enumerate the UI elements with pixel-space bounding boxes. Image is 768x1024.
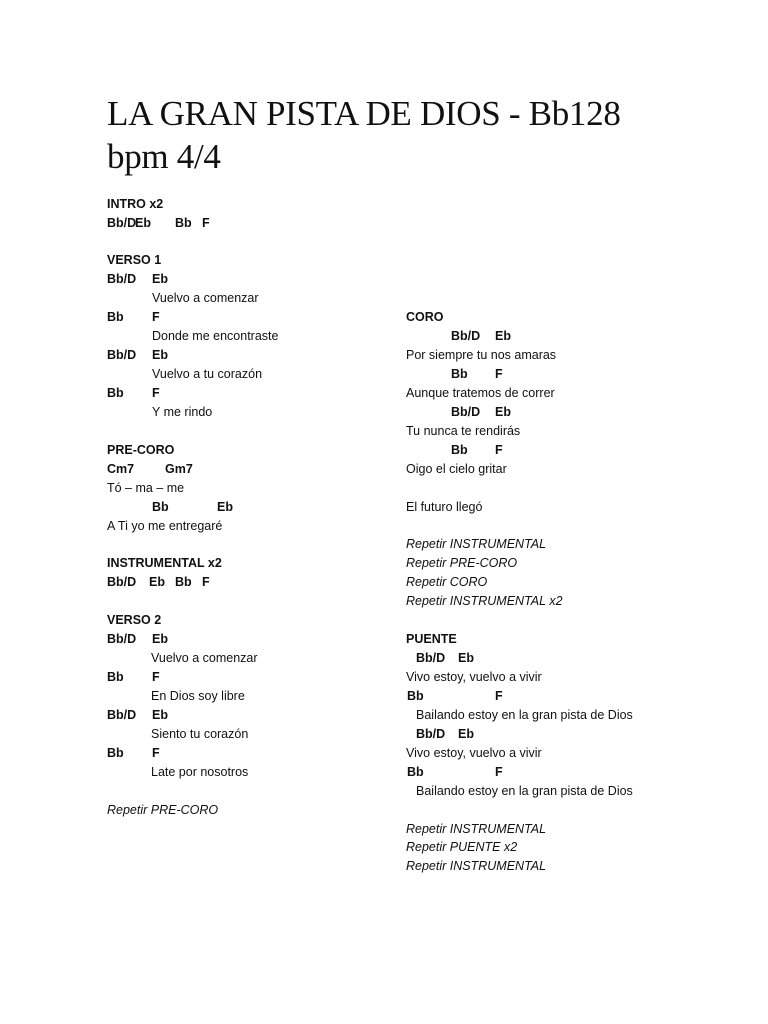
repeat-note: Repetir INSTRUMENTAL x2 (406, 594, 563, 608)
section-heading: INSTRUMENTAL x2 (107, 556, 222, 570)
lyric-line: Siento tu corazón (151, 727, 249, 741)
section-heading: VERSO 2 (107, 613, 162, 627)
chord: F (152, 310, 160, 324)
chord: Eb (152, 632, 168, 646)
chord: Bb/D (416, 727, 446, 741)
section-heading: INTRO x2 (107, 197, 164, 211)
chord: Bb (107, 746, 124, 760)
repeat-note: Repetir CORO (406, 575, 488, 589)
repeat-note: Repetir PRE-CORO (107, 803, 219, 817)
repeat-note: Repetir PRE-CORO (406, 556, 518, 570)
chord: F (495, 765, 503, 779)
chord: Bb/D (107, 575, 137, 589)
chord: Eb (217, 500, 233, 514)
lyric-line: Vuelvo a comenzar (152, 291, 259, 305)
lyric-line: Late por nosotros (151, 765, 249, 779)
chord: F (202, 575, 210, 589)
chord: Eb (135, 216, 151, 230)
lyric-line: Vuelvo a comenzar (151, 651, 258, 665)
chord: Eb (458, 651, 474, 665)
chord: F (495, 443, 503, 457)
chord: Bb/D (107, 632, 137, 646)
lyric-line: El futuro llegó (406, 500, 483, 514)
chord: F (152, 386, 160, 400)
chord: Bb/D (107, 348, 137, 362)
chord: Eb (149, 575, 165, 589)
chord: Bb/D (107, 272, 137, 286)
chord: Bb/D (451, 329, 481, 343)
chord: Bb (175, 216, 192, 230)
lyric-line: Aunque tratemos de correr (406, 386, 555, 400)
section-heading: PUENTE (406, 632, 457, 646)
chord: F (495, 367, 503, 381)
section-heading: VERSO 1 (107, 253, 162, 267)
lyric-line: Vivo estoy, vuelvo a vivir (406, 670, 542, 684)
lyric-line: A Ti yo me entregaré (107, 519, 223, 533)
chord: Eb (495, 405, 511, 419)
chord: Bb/D (416, 651, 446, 665)
chord: Eb (152, 348, 168, 362)
chord: Bb (107, 386, 124, 400)
section-heading: PRE-CORO (107, 443, 175, 457)
lyric-line: Vuelvo a tu corazón (152, 367, 263, 381)
lyric-line: En Dios soy libre (151, 689, 245, 703)
chord: Bb/D (107, 708, 137, 722)
lyric-line: Por siempre tu nos amaras (406, 348, 557, 362)
repeat-note: Repetir INSTRUMENTAL (406, 537, 547, 551)
chord: Bb (407, 689, 424, 703)
chord: Bb/D (451, 405, 481, 419)
chord: Bb (107, 310, 124, 324)
chord: Bb (407, 765, 424, 779)
chord: F (152, 746, 160, 760)
repeat-note: Repetir INSTRUMENTAL (406, 859, 547, 873)
chord: Bb/D (107, 216, 137, 230)
chord: Bb (451, 367, 468, 381)
chord: Eb (152, 272, 168, 286)
lyric-line: Vivo estoy, vuelvo a vivir (406, 746, 542, 760)
chord: Bb (451, 443, 468, 457)
repeat-note: Repetir PUENTE x2 (406, 840, 518, 854)
section-heading: CORO (406, 310, 444, 324)
lyric-line: Oigo el cielo gritar (406, 462, 507, 476)
repeat-note: Repetir INSTRUMENTAL (406, 822, 547, 836)
chord: Eb (495, 329, 511, 343)
chord: Bb (175, 575, 192, 589)
chord: Gm7 (165, 462, 193, 476)
lyric-line: Donde me encontraste (152, 329, 279, 343)
lyric-line: Bailando estoy en la gran pista de Dios (416, 708, 633, 722)
chord: F (202, 216, 210, 230)
chord: Eb (458, 727, 474, 741)
lyric-line: Bailando estoy en la gran pista de Dios (416, 784, 633, 798)
chord: F (152, 670, 160, 684)
chord: Bb (152, 500, 169, 514)
lyric-line: Tó – ma – me (107, 481, 185, 495)
lyric-line: Tu nunca te rendirás (406, 424, 521, 438)
chord: F (495, 689, 503, 703)
song-title: LA GRAN PISTA DE DIOS - Bb128 bpm 4/4 (107, 94, 621, 176)
chord: Eb (152, 708, 168, 722)
lyric-line: Y me rindo (152, 405, 213, 419)
chord: Cm7 (107, 462, 135, 476)
chord: Bb (107, 670, 124, 684)
